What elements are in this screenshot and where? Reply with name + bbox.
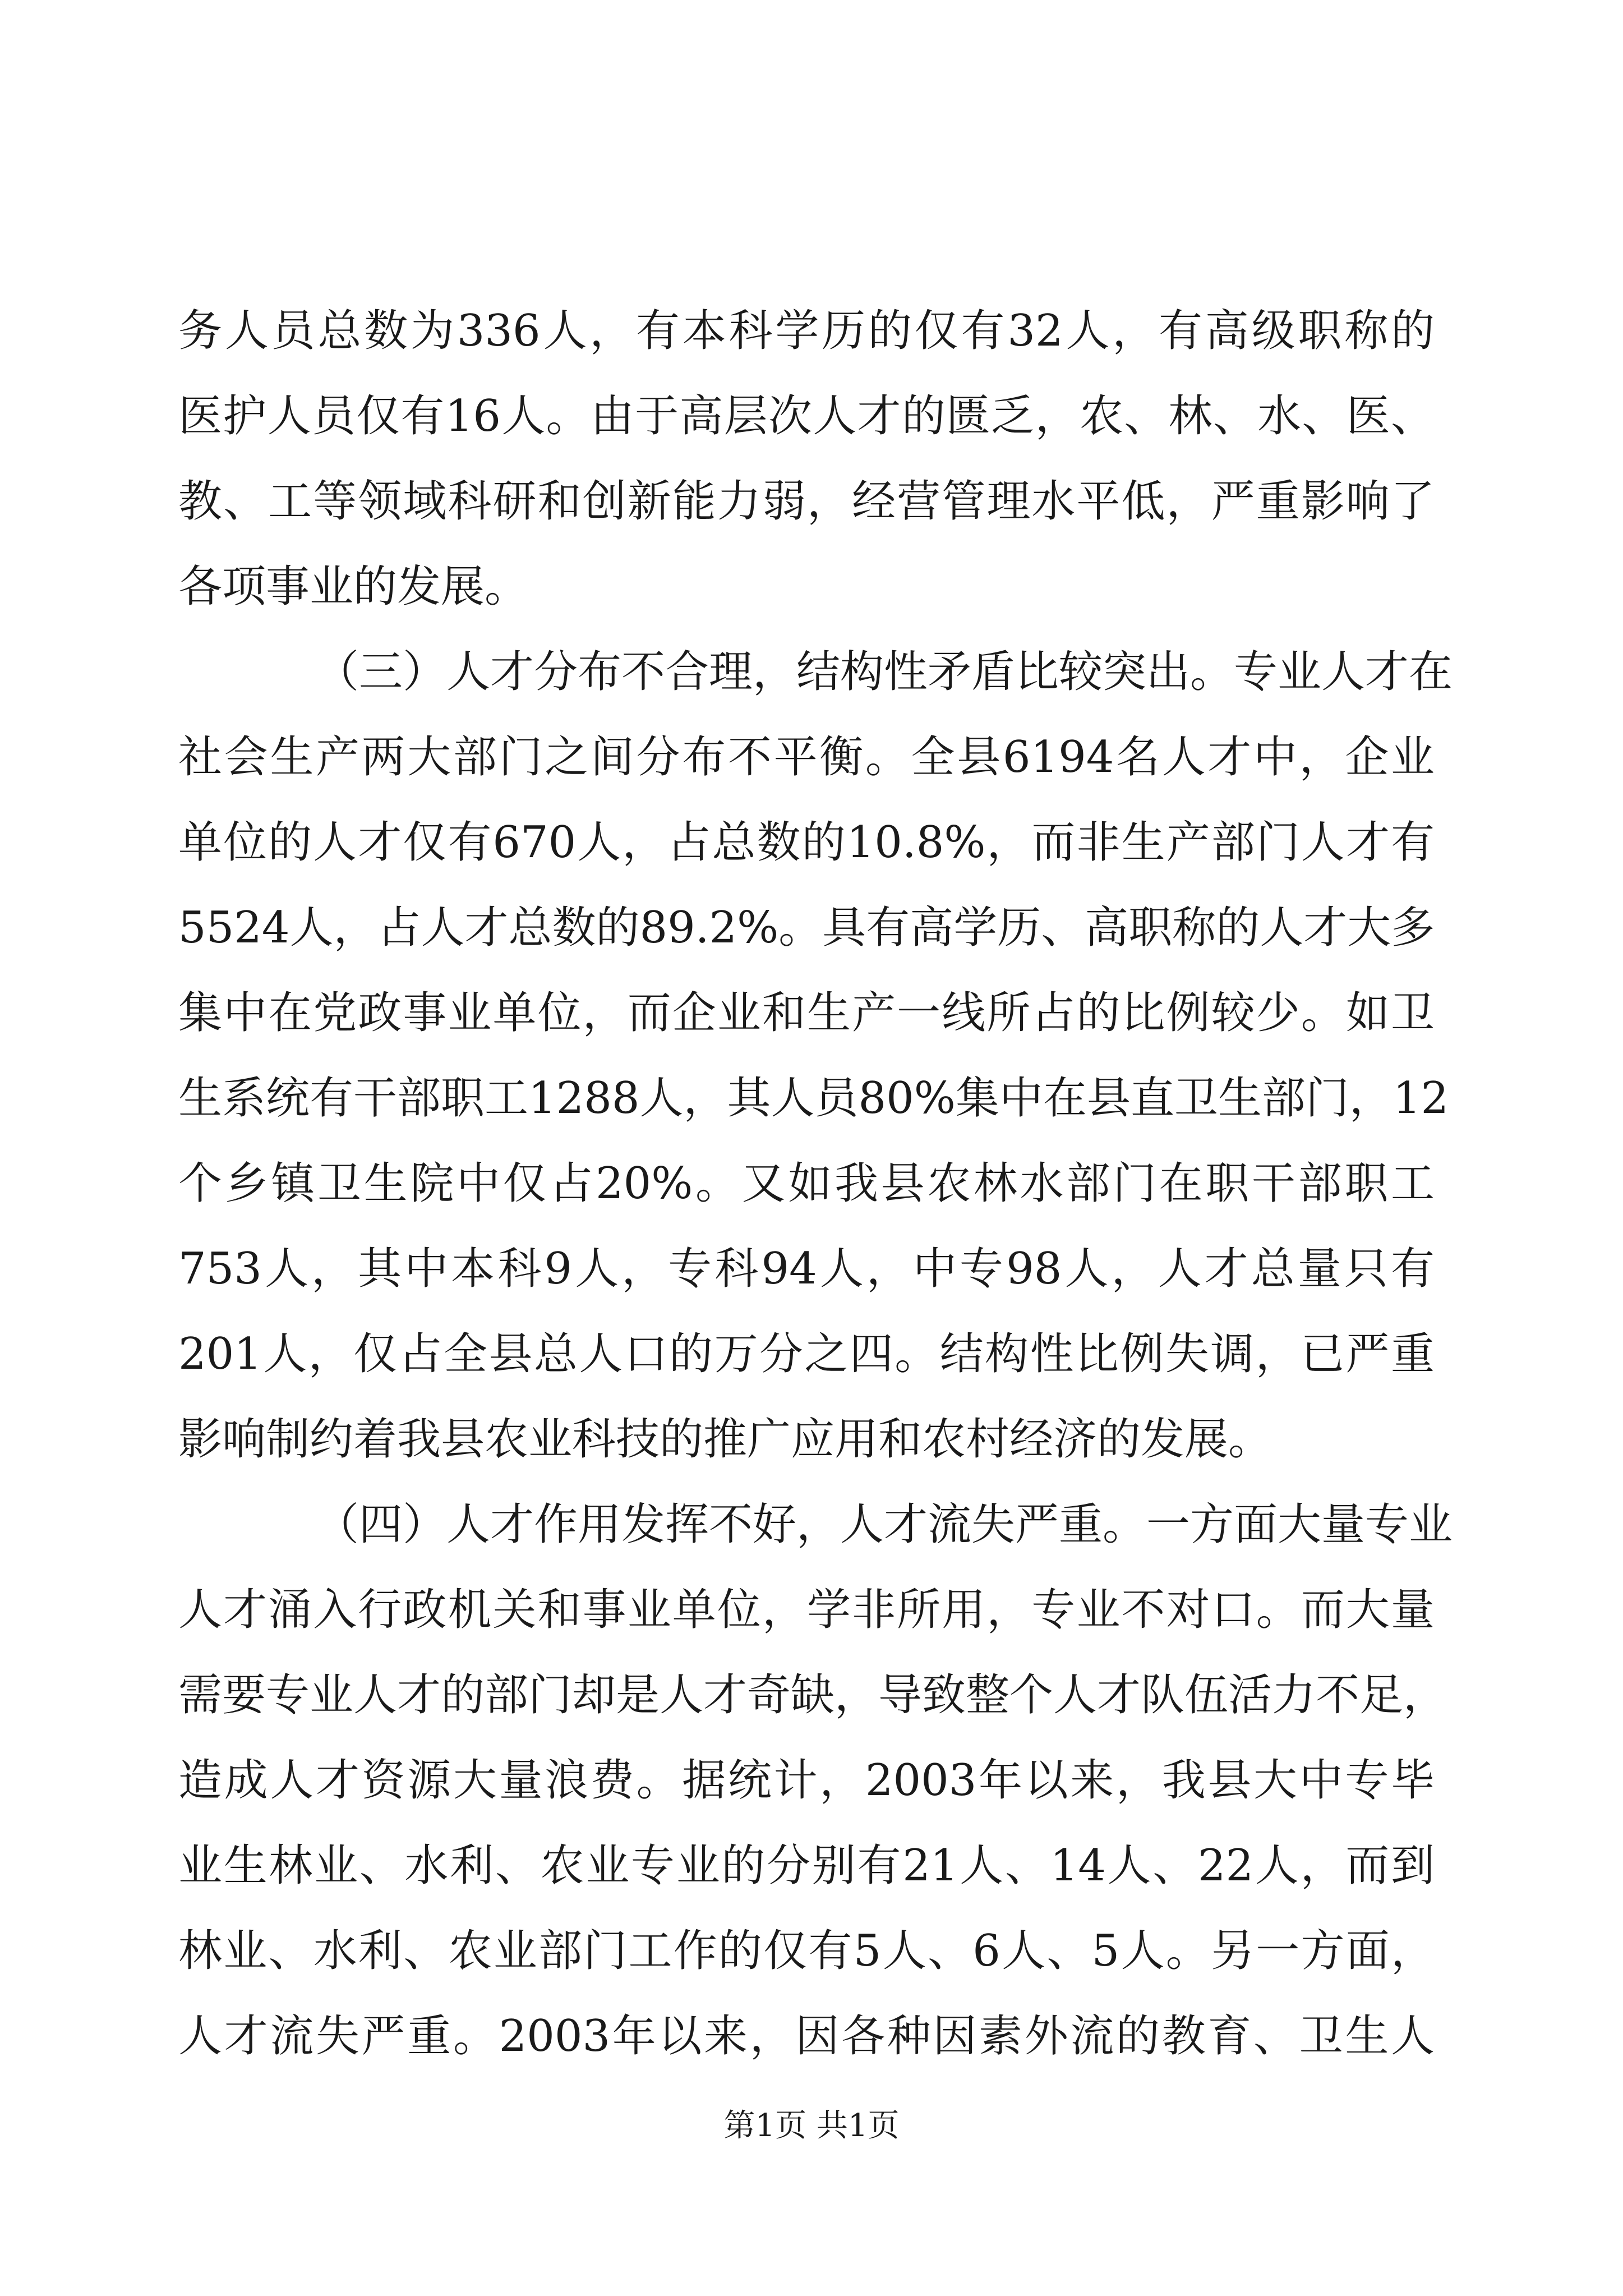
paragraph-line: 5524人，占人才总数的89.2%。具有高学历、高职称的人才大多	[178, 903, 1435, 953]
paragraph-line: 集中在党政事业单位，而企业和生产一线所占的比例较少。如卫	[178, 988, 1435, 1038]
paragraph-line: 造成人才资源大量浪费。据统计，2003年以来，我县大中专毕	[178, 1755, 1435, 1806]
paragraph-line: 社会生产两大部门之间分布不平衡。全县6194名人才中，企业	[178, 732, 1435, 783]
paragraph-line: 201人，仅占全县总人口的万分之四。结构性比例失调，已严重	[178, 1329, 1435, 1379]
paragraph-line: 医护人员仅有16人。由于高层次人才的匮乏，农、林、水、医、	[178, 391, 1435, 441]
paragraph-line: 需要专业人才的部门却是人才奇缺，导致整个人才队伍活力不足，	[178, 1670, 1447, 1720]
paragraph-line: 753人，其中本科9人，专科94人，中专98人，人才总量只有	[178, 1244, 1435, 1294]
paragraph-line: 个乡镇卫生院中仅占20%。又如我县农林水部门在职干部职工	[178, 1158, 1435, 1209]
paragraph-line: 业生林业、水利、农业专业的分别有21人、14人、22人，而到	[178, 1841, 1435, 1891]
paragraph-line: 人才流失严重。2003年以来，因各种因素外流的教育、卫生人	[178, 2011, 1435, 2062]
paragraph-line: 单位的人才仅有670人，占总数的10.8%，而非生产部门人才有	[178, 817, 1435, 868]
paragraph-line: 务人员总数为336人，有本科学历的仅有32人，有高级职称的	[178, 306, 1435, 356]
paragraph-line: 教、工等领域科研和创新能力弱，经营管理水平低，严重影响了	[178, 476, 1435, 527]
paragraph-line: （三）人才分布不合理，结构性矛盾比较突出。专业人才在	[315, 647, 1453, 697]
paragraph-line: 影响制约着我县农业科技的推广应用和农村经济的发展。	[178, 1414, 1272, 1465]
paragraph-line: 各项事业的发展。	[178, 562, 529, 612]
page-footer: 第1页 共1页	[723, 2108, 900, 2144]
paragraph-line: 生系统有干部职工1288人，其人员80%集中在县直卫生部门，12	[178, 1073, 1449, 1124]
paragraph-line: （四）人才作用发挥不好，人才流失严重。一方面大量专业	[315, 1499, 1453, 1550]
paragraph-line: 林业、水利、农业部门工作的仅有5人、6人、5人。另一方面，	[178, 1926, 1435, 1976]
paragraph-line: 人才涌入行政机关和事业单位，学非所用，专业不对口。而大量	[178, 1585, 1435, 1635]
